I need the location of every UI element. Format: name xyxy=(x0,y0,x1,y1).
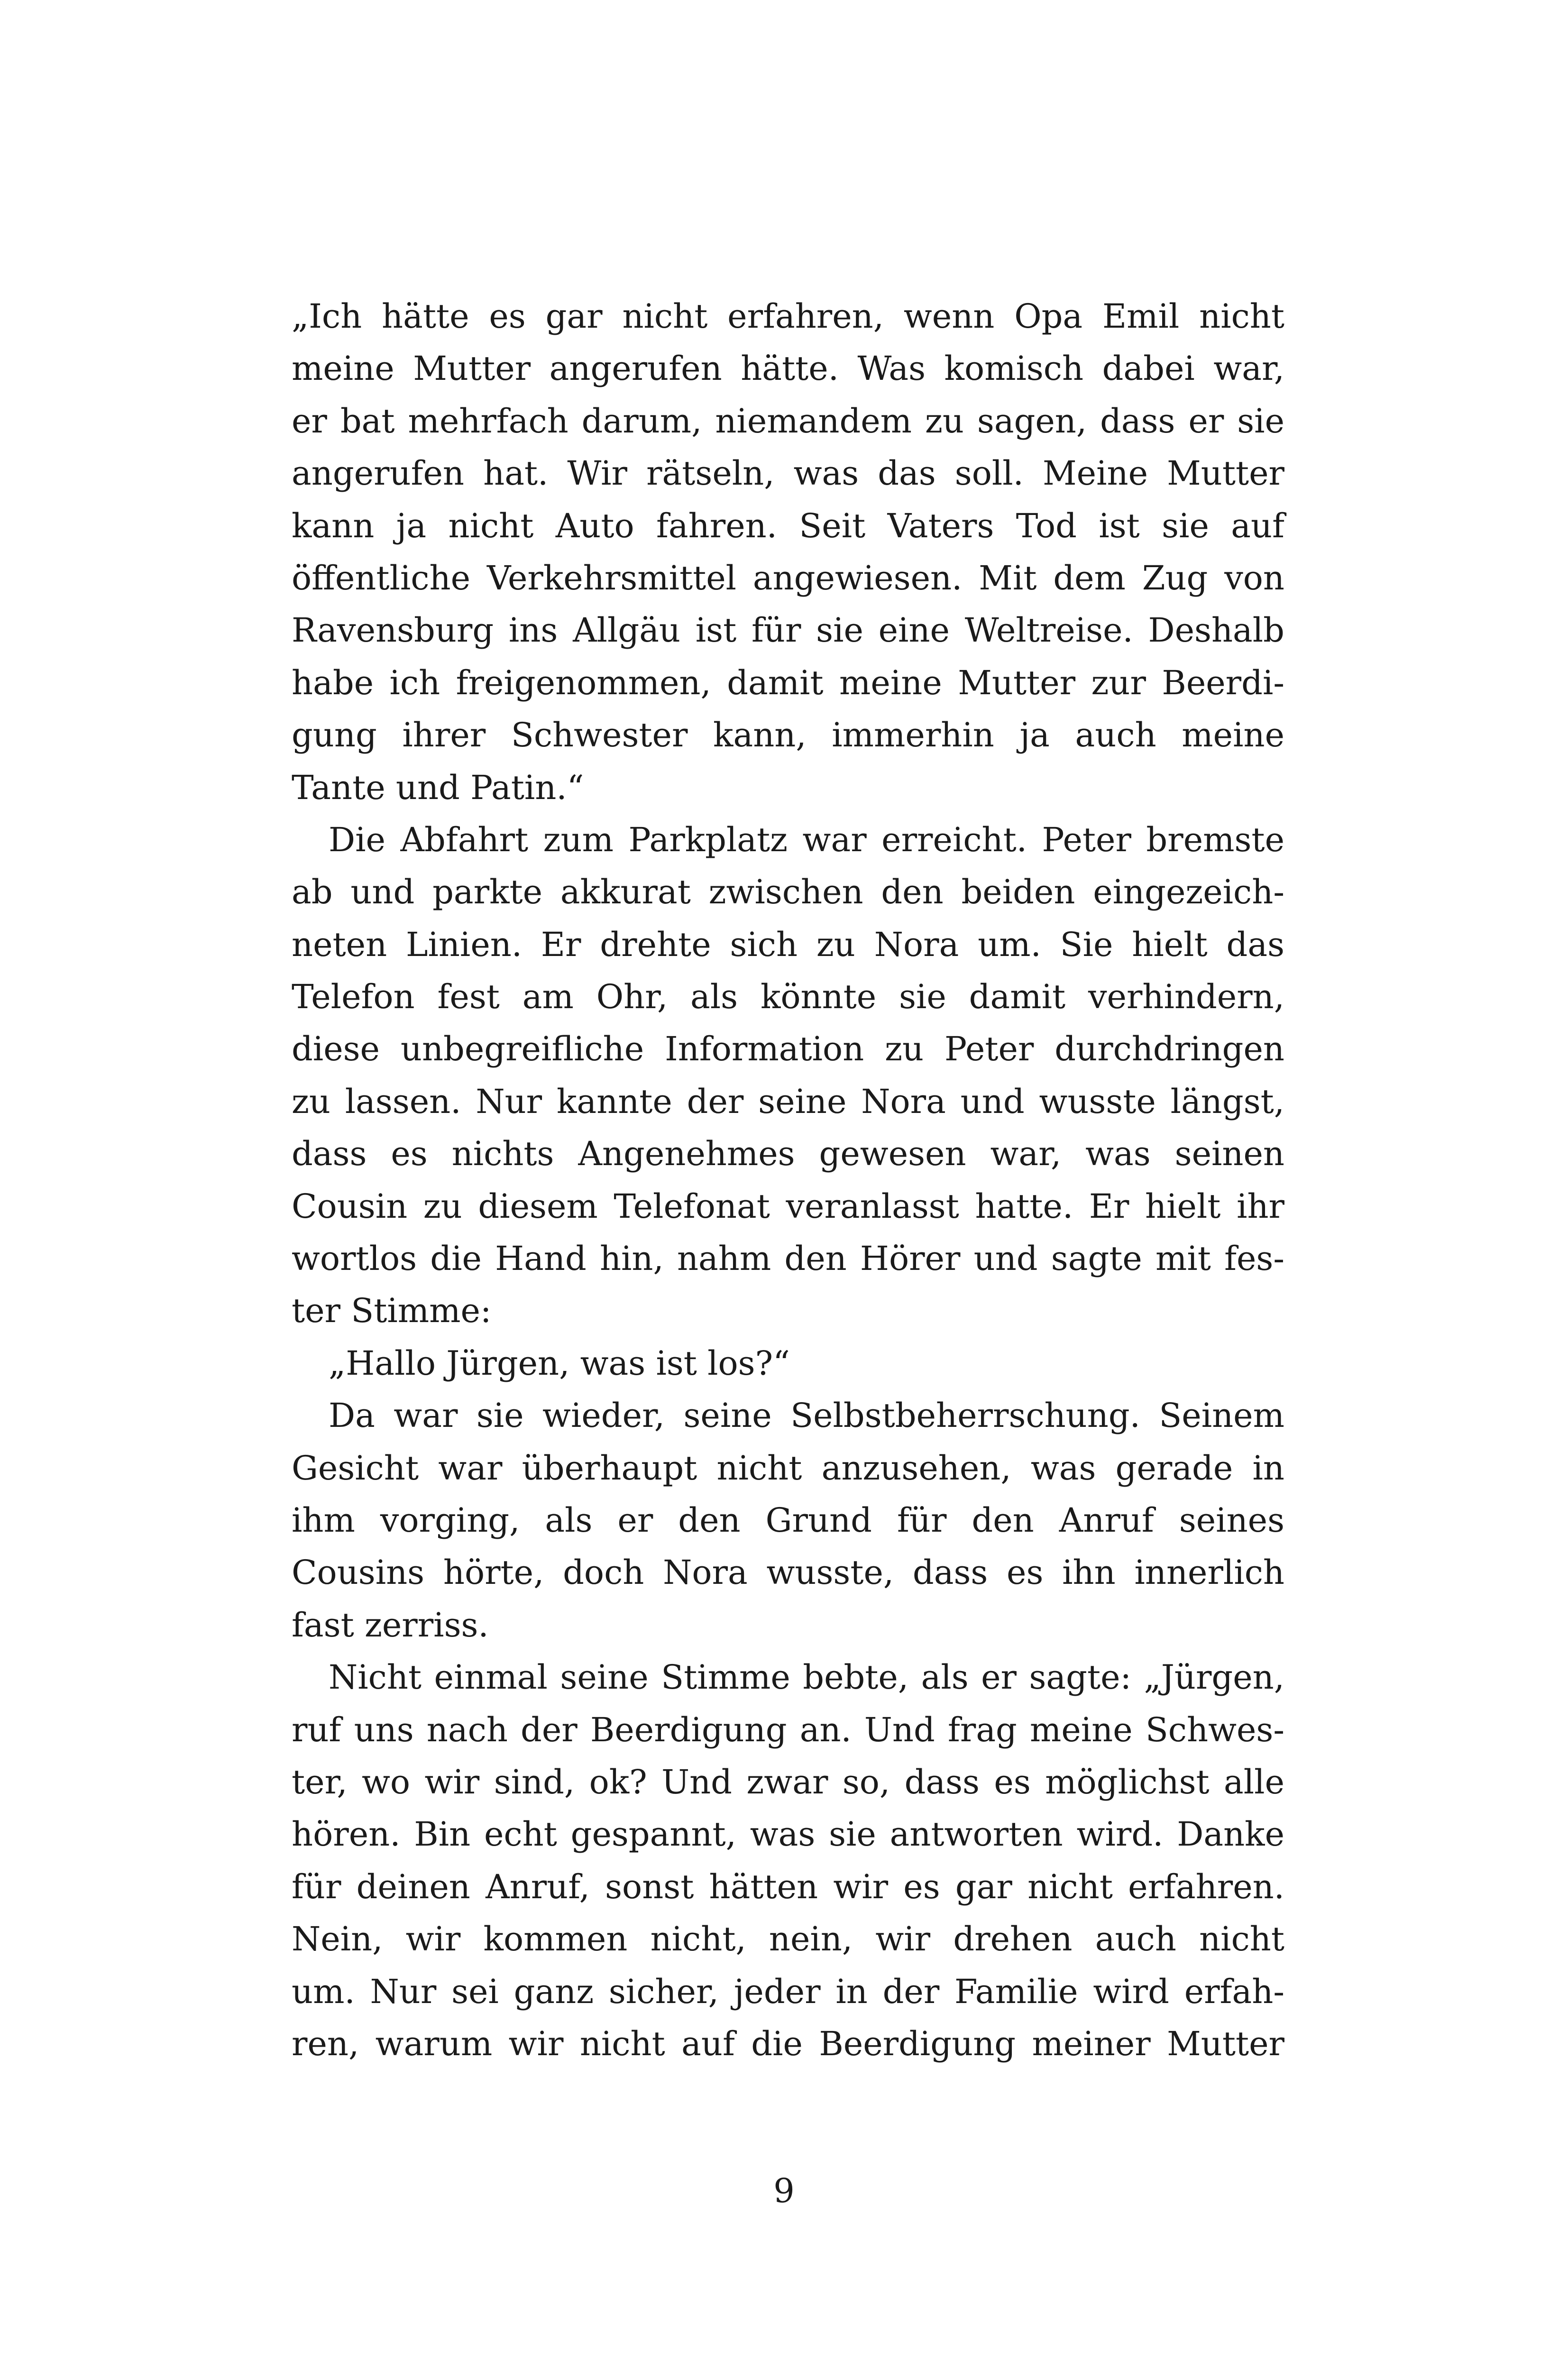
text-line: kann ja nicht Auto fahren. Seit Vaters Tod ist sie auf xyxy=(292,506,1284,545)
text-line: Tante und Patin.“ xyxy=(292,768,584,807)
text-line: Cousins hörte, doch Nora wusste, dass es ihn innerlich xyxy=(292,1553,1284,1592)
text-line: ren, warum wir nicht auf die Beerdigung meiner Mutter xyxy=(292,2024,1284,2063)
text-line: Nicht einmal seine Stimme bebte, als er sagte: „Jürgen, xyxy=(329,1658,1284,1697)
text-line: Cousin zu diesem Telefonat veranlasst hatte. Er hielt ihr xyxy=(292,1186,1284,1226)
text-line: Da war sie wieder, seine Selbstbeherrschung. Seinem xyxy=(329,1396,1284,1435)
text-line: „Ich hätte es gar nicht erfahren, wenn Opa Emil nicht xyxy=(292,297,1284,336)
text-line: Die Abfahrt zum Parkplatz war erreicht. Peter bremste xyxy=(329,820,1284,859)
text-line: für deinen Anruf, sonst hätten wir es gar nicht erfahren. xyxy=(292,1867,1284,1906)
text-line: öffentliche Verkehrsmittel angewiesen. Mit dem Zug von xyxy=(292,558,1284,597)
text-line: ter, wo wir sind, ok? Und zwar so, dass es möglichst alle xyxy=(292,1762,1284,1801)
text-line: „Hallo Jürgen, was ist los?“ xyxy=(329,1343,790,1383)
text-line: ruf uns nach der Beerdigung an. Und frag meine Schwes- xyxy=(292,1710,1284,1749)
text-line: Telefon fest am Ohr, als könnte sie damit verhindern, xyxy=(292,977,1284,1017)
text-line: zu lassen. Nur kannte der seine Nora und wusste längst, xyxy=(292,1082,1284,1121)
text-line: Gesicht war überhaupt nicht anzusehen, was gerade in xyxy=(292,1448,1284,1488)
text-line: meine Mutter angerufen hätte. Was komisch dabei war, xyxy=(292,349,1284,388)
text-line: wortlos die Hand hin, nahm den Hörer und sagte mit fes- xyxy=(292,1239,1284,1278)
page-number: 9 xyxy=(773,2171,795,2210)
text-line: ab und parkte akkurat zwischen den beiden eingezeich- xyxy=(292,873,1284,912)
text-line: gung ihrer Schwester kann, immerhin ja auch meine xyxy=(292,716,1284,755)
body-text xyxy=(292,290,1284,2070)
text-line: Nein, wir kommen nicht, nein, wir drehen auch nicht xyxy=(292,1920,1284,1959)
text-line: angerufen hat. Wir rätseln, was das soll. Meine Mutter xyxy=(292,454,1284,493)
text-line: ter Stimme: xyxy=(292,1291,492,1331)
text-line: neten Linien. Er drehte sich zu Nora um. Sie hielt das xyxy=(292,925,1284,964)
text-line: dass es nichts Angenehmes gewesen war, was seinen xyxy=(292,1134,1284,1174)
text-line: fast zerriss. xyxy=(292,1605,489,1645)
text-line: um. Nur sei ganz sicher, jeder in der Familie wird erfah- xyxy=(292,1972,1284,2011)
text-line: diese unbegreifliche Information zu Peter durchdringen xyxy=(292,1029,1284,1069)
text-line: ihm vorging, als er den Grund für den Anruf seines xyxy=(292,1500,1284,1540)
text-line: habe ich freigenommen, damit meine Mutter zur Beerdi- xyxy=(292,663,1284,702)
text-line: er bat mehrfach darum, niemandem zu sagen, dass er sie xyxy=(292,401,1284,441)
text-line: hören. Bin echt gespannt, was sie antworten wird. Danke xyxy=(292,1815,1284,1854)
text-line: Ravensburg ins Allgäu ist für sie eine Weltreise. Deshalb xyxy=(292,611,1284,650)
